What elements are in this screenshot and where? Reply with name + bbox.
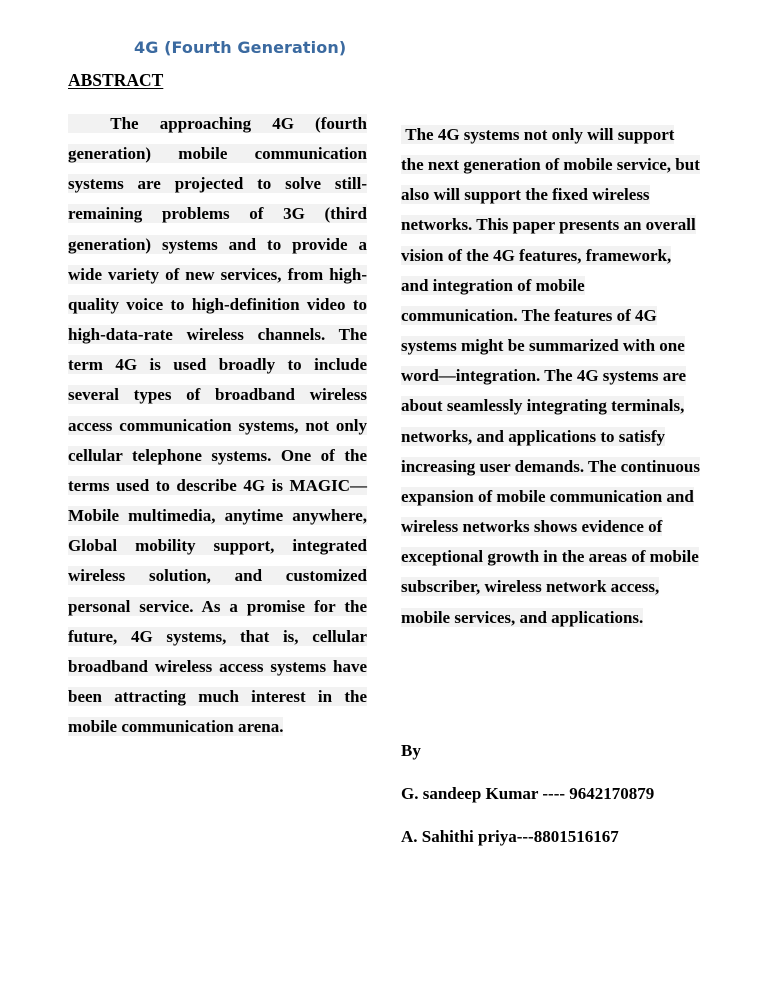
document-title: 4G (Fourth Generation) xyxy=(134,38,347,57)
by-label: By xyxy=(401,741,421,760)
author-line: G. sandeep Kumar ---- 9642170879 xyxy=(401,784,655,803)
left-paragraph xyxy=(68,109,367,742)
author-line: A. Sahithi priya---8801516167 xyxy=(401,827,619,846)
abstract-heading: ABSTRACT xyxy=(68,70,164,90)
right-column xyxy=(401,120,701,633)
right-paragraph xyxy=(401,120,701,633)
right-paragraph-text: The 4G systems not only will support the next generation of mobile service, but also will support the fixed wireless networks. This paper presents an overall vision of the 4G features, framework, and integration of mobile communication. The features of 4G systems might be summarized with one word—integration. The 4G systems are about seamlessly integrating terminals, networks, and applications to satisfy increasing user demands. The continuous expansion of mobile communication and wireless networks shows evidence of exceptional growth in the areas of mobile subscriber, wireless network access, mobile services, and applications. xyxy=(401,125,700,627)
left-column xyxy=(68,109,367,742)
left-paragraph-text: The approaching 4G (fourth generation) mobile communication systems are projected to solve still-remaining problems of 3G (third generation) systems and to provide a wide variety of new services, from high-quality voice to high-definition video to high-data-rate wireless channels. The term 4G is used broadly to include several types of broadband wireless access communication systems, not only cellular telephone systems. One of the terms used to describe 4G is MAGIC—Mobile multimedia, anytime anywhere, Global mobility support, integrated wireless solution, and customized personal service. As a promise for the future, 4G systems, that is, cellular broadband wireless access systems have been attracting much interest in the mobile communication arena. xyxy=(68,114,367,737)
